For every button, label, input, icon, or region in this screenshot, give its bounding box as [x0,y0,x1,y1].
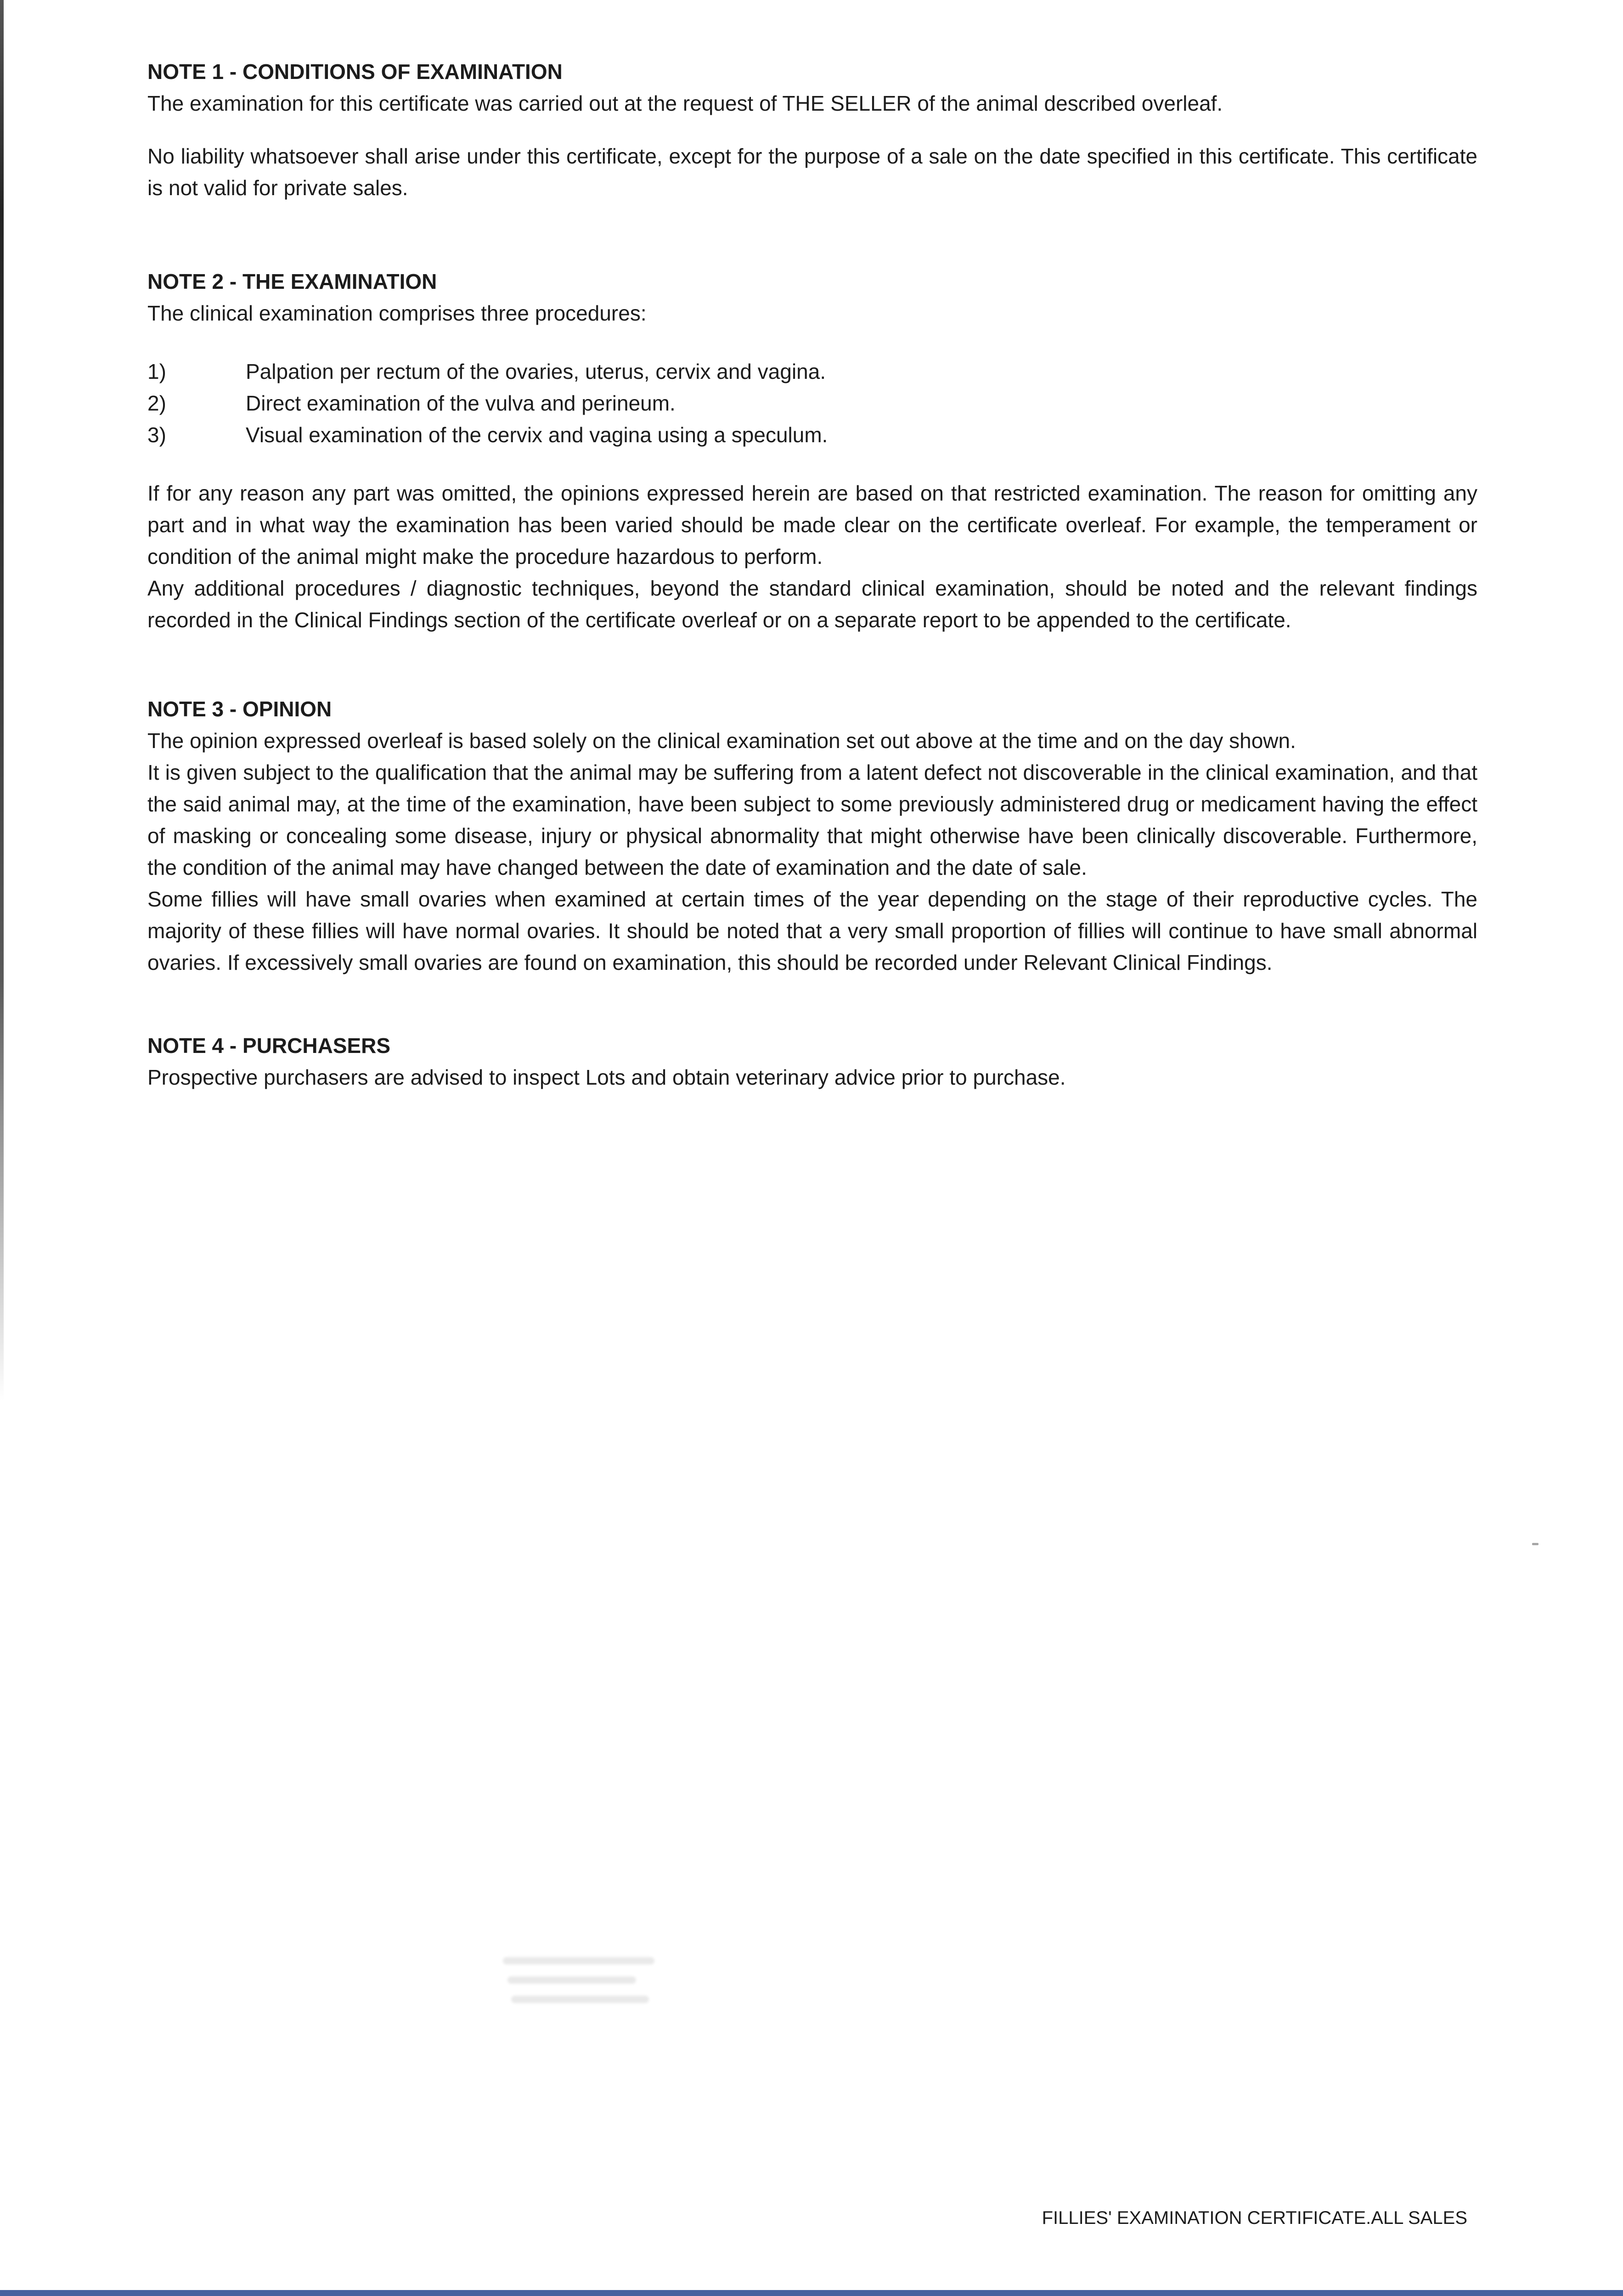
note-3-paragraph-2: It is given subject to the qualification that the animal may be suffering from a latent defect not discoverable in the clinical examination, and that the said animal may, at the time of the examination, have been subject to some previously administered drug or medicament having the effect of masking or concealing some disease, injury or physical abnormality that might otherwise have been clinically discoverable. Furthermore, the condition of the animal may have changed between the date of examination and the date of sale. [147,760,1477,879]
note-2-paragraph-2: Any additional procedures / diagnostic techniques, beyond the standard clinical examination, should be noted and the relevant findings recorded in the Clinical Findings section of the certificate overleaf or on a separate report to be appended to the certificate. [147,576,1477,632]
footer-label: FILLIES' EXAMINATION CERTIFICATE.ALL SALES [1042,2208,1467,2228]
note-4-section [147,1030,1477,1093]
note-1-heading: NOTE 1 - CONDITIONS OF EXAMINATION [147,60,563,84]
document-body [147,56,1477,1093]
procedure-number: 1) [147,360,166,383]
note-1-section [147,56,1477,204]
note-3-paragraph-3: Some fillies will have small ovaries when examined at certain times of the year depending on the stage of their reproductive cycles. The majority of these fillies will have normal ovaries. It should be noted that a very small proportion of fillies will continue to have small abnormal ovaries. If excessively small ovaries are found on examination, this should be recorded under Relevant Clinical Findings. [147,887,1477,974]
procedure-item [147,388,1477,419]
procedure-text: Direct examination of the vulva and perineum. [246,391,676,415]
note-4-heading: NOTE 4 - PURCHASERS [147,1034,391,1058]
smudge-line [503,1957,654,1964]
smudge-line [507,1976,636,1984]
note-1-paragraph-2: No liability whatsoever shall arise under this certificate, except for the purpose of a sale on the date specified in this certificate. This certificate is not valid for private sales. [147,144,1477,200]
faint-stamp-artifact [503,1957,668,2021]
speck-artifact [1532,1543,1538,1545]
procedure-number: 2) [147,391,166,415]
note-2-section [147,266,1477,636]
note-3-heading: NOTE 3 - OPINION [147,697,332,721]
note-3-paragraph-1: The opinion expressed overleaf is based solely on the clinical examination set out above at the time and on the day shown. [147,729,1296,753]
scan-bottom-band-artifact [0,2290,1623,2296]
note-1-paragraph-1: The examination for this certificate was carried out at the request of THE SELLER of the animal described overleaf. [147,91,1223,115]
note-2-heading: NOTE 2 - THE EXAMINATION [147,270,437,293]
procedure-list [147,356,1477,451]
procedure-item [147,356,1477,388]
procedure-text: Visual examination of the cervix and vagina using a speculum. [246,423,828,447]
note-3-section [147,693,1477,979]
procedure-text: Palpation per rectum of the ovaries, uterus, cervix and vagina. [246,360,826,383]
procedure-item [147,419,1477,451]
note-2-intro: The clinical examination comprises three procedures: [147,301,647,325]
note-2-paragraph-1: If for any reason any part was omitted, the opinions expressed herein are based on that restricted examination. The reason for omitting any part and in what way the examination has been varied should be made clear on the certificate overleaf. For example, the temperament or condition of the animal might make the procedure hazardous to perform. [147,481,1477,568]
scan-edge-artifact [0,0,4,1401]
smudge-line [511,1996,649,2003]
procedure-number: 3) [147,423,166,447]
note-4-paragraph-1: Prospective purchasers are advised to inspect Lots and obtain veterinary advice prior to purchase. [147,1065,1066,1089]
